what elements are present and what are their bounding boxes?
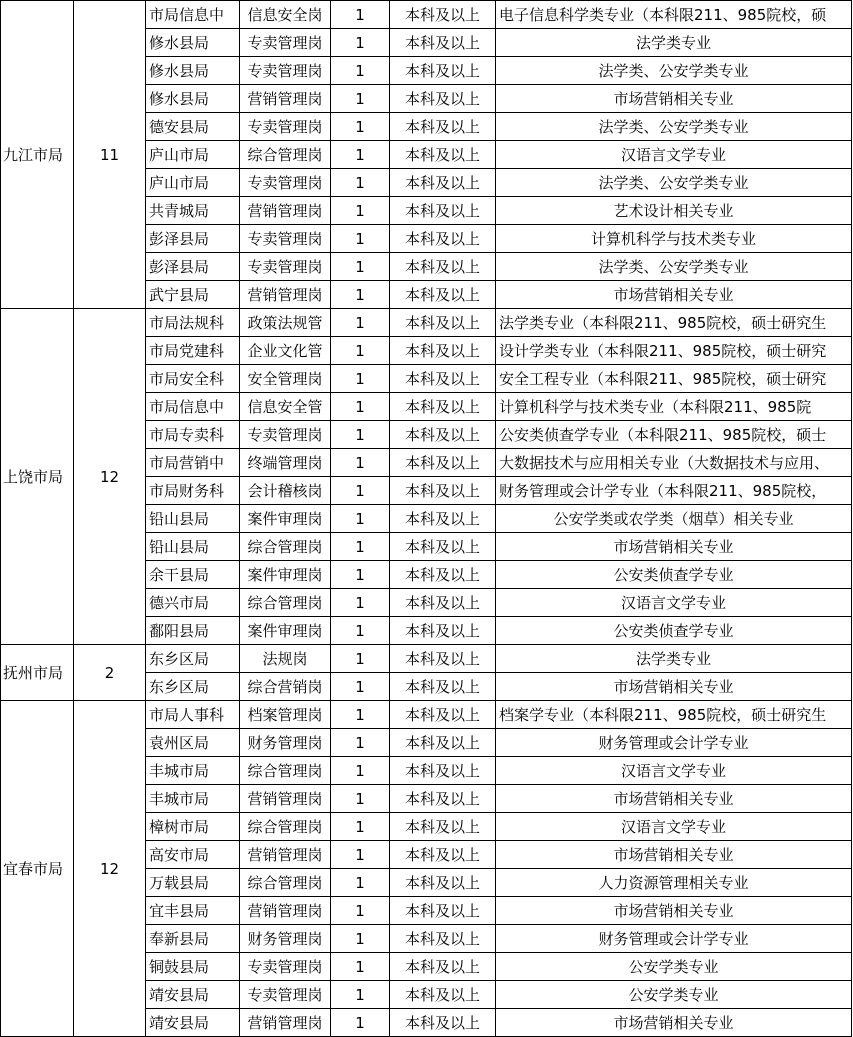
post-cell: 综合管理岗 [240, 141, 331, 169]
education-cell: 本科及以上 [390, 309, 496, 337]
education-cell: 本科及以上 [390, 169, 496, 197]
count-cell: 2 [74, 645, 146, 701]
post-cell: 专卖管理岗 [240, 169, 331, 197]
unit-cell: 彭泽县局 [146, 253, 240, 281]
post-cell: 综合管理岗 [240, 813, 331, 841]
education-cell: 本科及以上 [390, 393, 496, 421]
post-cell: 营销管理岗 [240, 785, 331, 813]
education-cell: 本科及以上 [390, 841, 496, 869]
num-cell: 1 [331, 57, 390, 85]
major-cell: 法学类专业（本科限211、985院校，硕士研究生 [496, 309, 852, 337]
major-cell: 公安学类或农学类（烟草）相关专业 [496, 505, 852, 533]
num-cell: 1 [331, 673, 390, 701]
education-cell: 本科及以上 [390, 141, 496, 169]
major-cell: 艺术设计相关专业 [496, 197, 852, 225]
major-cell: 法学类、公安学类专业 [496, 169, 852, 197]
unit-cell: 市局党建科 [146, 337, 240, 365]
unit-cell: 铅山县局 [146, 505, 240, 533]
unit-cell: 东乡区局 [146, 673, 240, 701]
education-cell: 本科及以上 [390, 785, 496, 813]
post-cell: 营销管理岗 [240, 281, 331, 309]
major-cell: 公安学类专业 [496, 953, 852, 981]
major-cell: 财务管理或会计学专业 [496, 729, 852, 757]
post-cell: 综合管理岗 [240, 533, 331, 561]
post-cell: 综合管理岗 [240, 869, 331, 897]
post-cell: 专卖管理岗 [240, 225, 331, 253]
major-cell: 公安类侦查学专业 [496, 617, 852, 645]
unit-cell: 靖安县局 [146, 1009, 240, 1037]
post-cell: 专卖管理岗 [240, 253, 331, 281]
post-cell: 案件审理岗 [240, 561, 331, 589]
unit-cell: 庐山市局 [146, 141, 240, 169]
major-cell: 汉语言文学专业 [496, 757, 852, 785]
count-cell: 11 [74, 1, 146, 309]
unit-cell: 东乡区局 [146, 645, 240, 673]
major-cell: 公安类侦查学专业（本科限211、985院校，硕士 [496, 421, 852, 449]
unit-cell: 武宁县局 [146, 281, 240, 309]
unit-cell: 市局营销中 [146, 449, 240, 477]
post-cell: 专卖管理岗 [240, 113, 331, 141]
unit-cell: 市局信息中 [146, 393, 240, 421]
unit-cell: 铜鼓县局 [146, 953, 240, 981]
num-cell: 1 [331, 897, 390, 925]
education-cell: 本科及以上 [390, 813, 496, 841]
num-cell: 1 [331, 589, 390, 617]
post-cell: 营销管理岗 [240, 1009, 331, 1037]
city-cell: 抚州市局 [1, 645, 74, 701]
post-cell: 终端管理岗 [240, 449, 331, 477]
num-cell: 1 [331, 645, 390, 673]
major-cell: 市场营销相关专业 [496, 533, 852, 561]
table-row [1, 701, 852, 729]
major-cell: 公安类侦查学专业 [496, 561, 852, 589]
post-cell: 会计稽核岗 [240, 477, 331, 505]
unit-cell: 修水县局 [146, 29, 240, 57]
education-cell: 本科及以上 [390, 897, 496, 925]
education-cell: 本科及以上 [390, 85, 496, 113]
major-cell: 市场营销相关专业 [496, 785, 852, 813]
major-cell: 市场营销相关专业 [496, 897, 852, 925]
education-cell: 本科及以上 [390, 589, 496, 617]
major-cell: 档案学专业（本科限211、985院校，硕士研究生 [496, 701, 852, 729]
education-cell: 本科及以上 [390, 645, 496, 673]
post-cell: 专卖管理岗 [240, 57, 331, 85]
num-cell: 1 [331, 29, 390, 57]
num-cell: 1 [331, 225, 390, 253]
unit-cell: 奉新县局 [146, 925, 240, 953]
num-cell: 1 [331, 869, 390, 897]
num-cell: 1 [331, 365, 390, 393]
unit-cell: 修水县局 [146, 85, 240, 113]
education-cell: 本科及以上 [390, 421, 496, 449]
major-cell: 市场营销相关专业 [496, 1009, 852, 1037]
education-cell: 本科及以上 [390, 1, 496, 29]
unit-cell: 鄱阳县局 [146, 617, 240, 645]
major-cell: 大数据技术与应用相关专业（大数据技术与应用、 [496, 449, 852, 477]
post-cell: 专卖管理岗 [240, 981, 331, 1009]
num-cell: 1 [331, 561, 390, 589]
num-cell: 1 [331, 337, 390, 365]
education-cell: 本科及以上 [390, 253, 496, 281]
major-cell: 汉语言文学专业 [496, 141, 852, 169]
num-cell: 1 [331, 785, 390, 813]
education-cell: 本科及以上 [390, 505, 496, 533]
post-cell: 营销管理岗 [240, 197, 331, 225]
num-cell: 1 [331, 197, 390, 225]
num-cell: 1 [331, 309, 390, 337]
num-cell: 1 [331, 701, 390, 729]
education-cell: 本科及以上 [390, 281, 496, 309]
unit-cell: 共青城局 [146, 197, 240, 225]
city-cell: 上饶市局 [1, 309, 74, 645]
num-cell: 1 [331, 505, 390, 533]
post-cell: 营销管理岗 [240, 841, 331, 869]
num-cell: 1 [331, 85, 390, 113]
major-cell: 法学类、公安学类专业 [496, 253, 852, 281]
num-cell: 1 [331, 841, 390, 869]
unit-cell: 宜丰县局 [146, 897, 240, 925]
post-cell: 财务管理岗 [240, 729, 331, 757]
num-cell: 1 [331, 925, 390, 953]
num-cell: 1 [331, 813, 390, 841]
education-cell: 本科及以上 [390, 673, 496, 701]
major-cell: 汉语言文学专业 [496, 813, 852, 841]
count-cell: 12 [74, 701, 146, 1037]
post-cell: 综合管理岗 [240, 589, 331, 617]
unit-cell: 市局人事科 [146, 701, 240, 729]
unit-cell: 市局专卖科 [146, 421, 240, 449]
post-cell: 法规岗 [240, 645, 331, 673]
unit-cell: 市局财务科 [146, 477, 240, 505]
post-cell: 档案管理岗 [240, 701, 331, 729]
num-cell: 1 [331, 253, 390, 281]
post-cell: 信息安全岗 [240, 1, 331, 29]
num-cell: 1 [331, 477, 390, 505]
education-cell: 本科及以上 [390, 365, 496, 393]
num-cell: 1 [331, 1, 390, 29]
education-cell: 本科及以上 [390, 533, 496, 561]
num-cell: 1 [331, 281, 390, 309]
post-cell: 财务管理岗 [240, 925, 331, 953]
education-cell: 本科及以上 [390, 197, 496, 225]
major-cell: 计算机科学与技术类专业（本科限211、985院 [496, 393, 852, 421]
post-cell: 安全管理岗 [240, 365, 331, 393]
city-cell: 九江市局 [1, 1, 74, 309]
num-cell: 1 [331, 617, 390, 645]
post-cell: 专卖管理岗 [240, 421, 331, 449]
major-cell: 计算机科学与技术类专业 [496, 225, 852, 253]
num-cell: 1 [331, 421, 390, 449]
education-cell: 本科及以上 [390, 757, 496, 785]
num-cell: 1 [331, 141, 390, 169]
num-cell: 1 [331, 981, 390, 1009]
unit-cell: 铅山县局 [146, 533, 240, 561]
major-cell: 法学类专业 [496, 645, 852, 673]
num-cell: 1 [331, 533, 390, 561]
num-cell: 1 [331, 729, 390, 757]
education-cell: 本科及以上 [390, 1009, 496, 1037]
education-cell: 本科及以上 [390, 29, 496, 57]
unit-cell: 修水县局 [146, 57, 240, 85]
table-body [1, 1, 852, 1037]
education-cell: 本科及以上 [390, 561, 496, 589]
post-cell: 综合管理岗 [240, 757, 331, 785]
major-cell: 电子信息科学类专业（本科限211、985院校，硕 [496, 1, 852, 29]
education-cell: 本科及以上 [390, 113, 496, 141]
education-cell: 本科及以上 [390, 981, 496, 1009]
num-cell: 1 [331, 757, 390, 785]
unit-cell: 庐山市局 [146, 169, 240, 197]
table-row [1, 645, 852, 673]
education-cell: 本科及以上 [390, 225, 496, 253]
unit-cell: 德安县局 [146, 113, 240, 141]
unit-cell: 市局法规科 [146, 309, 240, 337]
num-cell: 1 [331, 169, 390, 197]
education-cell: 本科及以上 [390, 337, 496, 365]
major-cell: 财务管理或会计学专业 [496, 925, 852, 953]
unit-cell: 袁州区局 [146, 729, 240, 757]
education-cell: 本科及以上 [390, 925, 496, 953]
unit-cell: 万载县局 [146, 869, 240, 897]
unit-cell: 高安市局 [146, 841, 240, 869]
post-cell: 营销管理岗 [240, 85, 331, 113]
major-cell: 法学类、公安学类专业 [496, 113, 852, 141]
unit-cell: 市局安全科 [146, 365, 240, 393]
post-cell: 营销管理岗 [240, 897, 331, 925]
education-cell: 本科及以上 [390, 701, 496, 729]
major-cell: 公安学类专业 [496, 981, 852, 1009]
major-cell: 安全工程专业（本科限211、985院校，硕士研究 [496, 365, 852, 393]
post-cell: 综合营销岗 [240, 673, 331, 701]
post-cell: 专卖管理岗 [240, 29, 331, 57]
post-cell: 企业文化管 [240, 337, 331, 365]
unit-cell: 丰城市局 [146, 757, 240, 785]
post-cell: 政策法规管 [240, 309, 331, 337]
major-cell: 汉语言文学专业 [496, 589, 852, 617]
major-cell: 市场营销相关专业 [496, 673, 852, 701]
unit-cell: 德兴市局 [146, 589, 240, 617]
education-cell: 本科及以上 [390, 449, 496, 477]
major-cell: 市场营销相关专业 [496, 85, 852, 113]
major-cell: 市场营销相关专业 [496, 841, 852, 869]
major-cell: 人力资源管理相关专业 [496, 869, 852, 897]
count-cell: 12 [74, 309, 146, 645]
unit-cell: 市局信息中 [146, 1, 240, 29]
city-cell: 宜春市局 [1, 701, 74, 1037]
major-cell: 财务管理或会计学专业（本科限211、985院校， [496, 477, 852, 505]
education-cell: 本科及以上 [390, 57, 496, 85]
table-row [1, 309, 852, 337]
education-cell: 本科及以上 [390, 617, 496, 645]
unit-cell: 彭泽县局 [146, 225, 240, 253]
unit-cell: 靖安县局 [146, 981, 240, 1009]
unit-cell: 樟树市局 [146, 813, 240, 841]
post-cell: 案件审理岗 [240, 617, 331, 645]
post-cell: 案件审理岗 [240, 505, 331, 533]
table-row [1, 1, 852, 29]
num-cell: 1 [331, 953, 390, 981]
num-cell: 1 [331, 449, 390, 477]
education-cell: 本科及以上 [390, 477, 496, 505]
major-cell: 设计学类专业（本科限211、985院校，硕士研究 [496, 337, 852, 365]
education-cell: 本科及以上 [390, 953, 496, 981]
major-cell: 法学类专业 [496, 29, 852, 57]
education-cell: 本科及以上 [390, 869, 496, 897]
num-cell: 1 [331, 393, 390, 421]
unit-cell: 丰城市局 [146, 785, 240, 813]
post-cell: 专卖管理岗 [240, 953, 331, 981]
major-cell: 法学类、公安学类专业 [496, 57, 852, 85]
num-cell: 1 [331, 113, 390, 141]
major-cell: 市场营销相关专业 [496, 281, 852, 309]
post-cell: 信息安全管 [240, 393, 331, 421]
unit-cell: 余干县局 [146, 561, 240, 589]
num-cell: 1 [331, 1009, 390, 1037]
education-cell: 本科及以上 [390, 729, 496, 757]
